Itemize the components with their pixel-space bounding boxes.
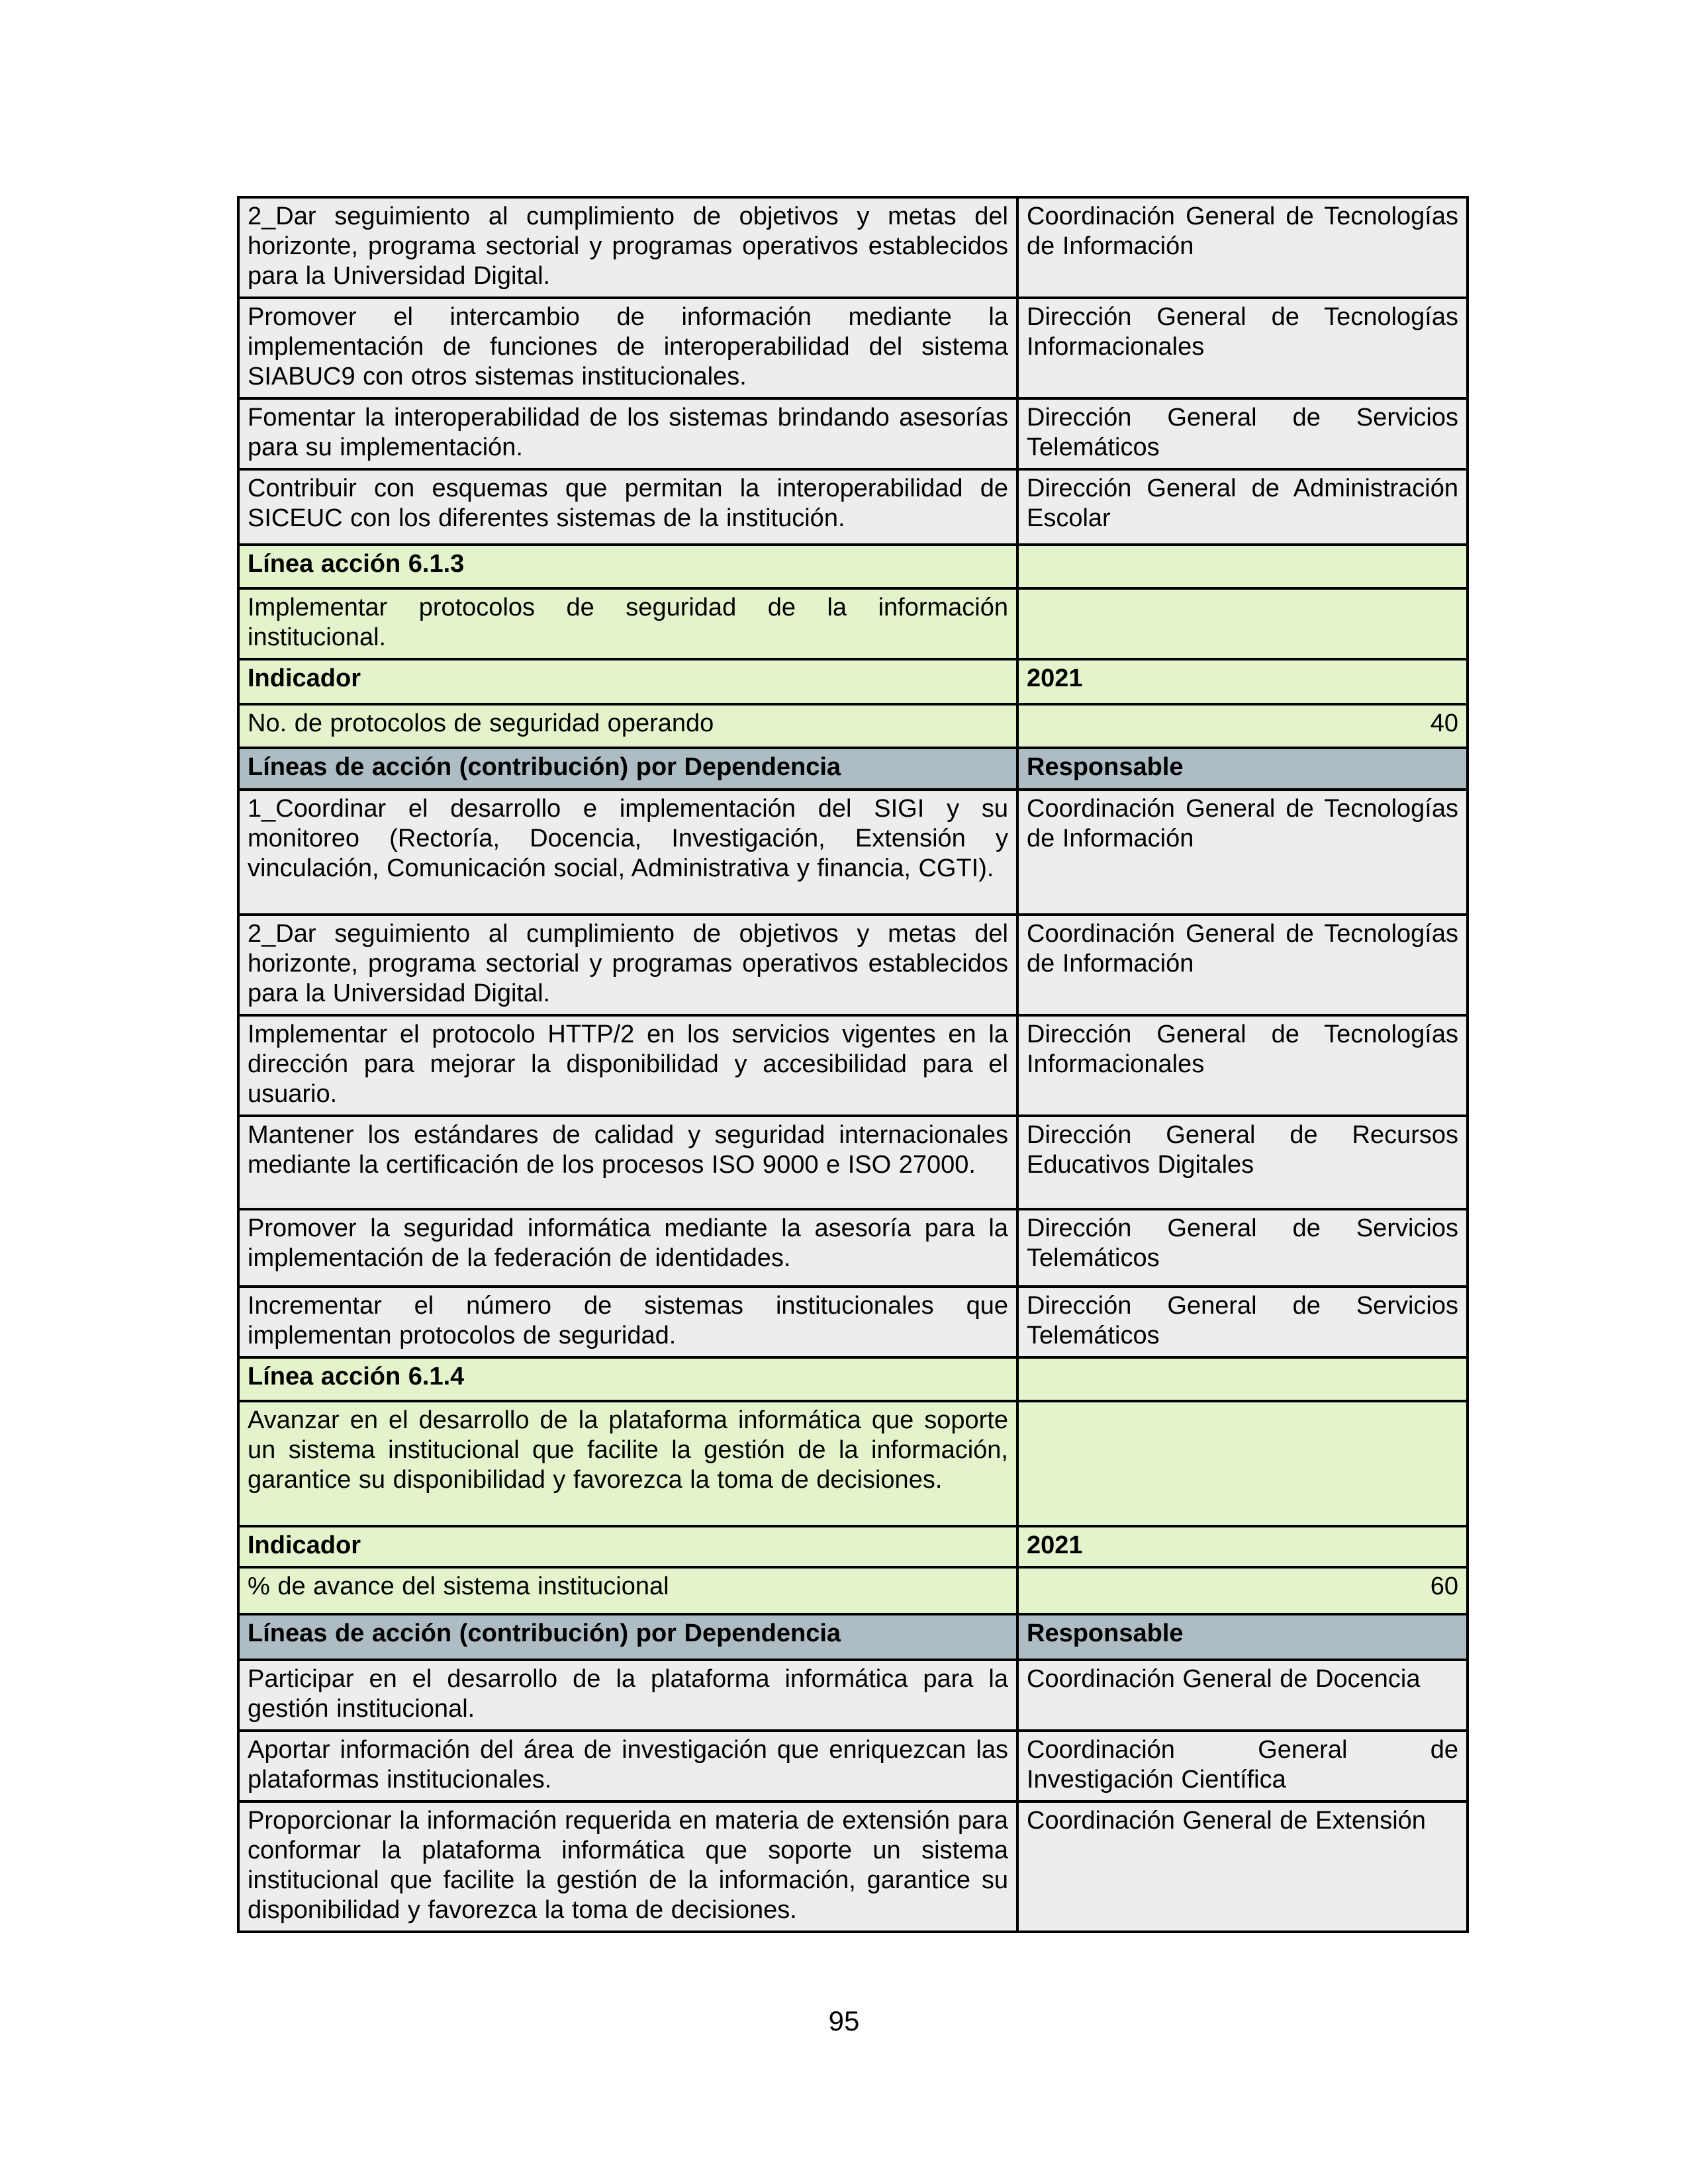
action-cell: Aportar información del área de investigación que enriquezcan las plataformas institucionales.	[238, 1731, 1017, 1801]
table-row	[238, 790, 1468, 915]
action-cell: 1_Coordinar el desarrollo e implementación del SIGI y su monitoreo (Rectoría, Docencia, Investigación, Extensión y vinculación, Comunicación social, Administrativa y financia, CGTI).	[238, 790, 1017, 915]
responsible-cell: Coordinación General de Extensión	[1017, 1801, 1468, 1932]
indicator-value-cell: 60	[1017, 1567, 1468, 1614]
responsible-cell: Dirección General de Recursos Educativos Digitales	[1017, 1116, 1468, 1209]
action-cell: Fomentar la interoperabilidad de los sistemas brindando asesorías para su implementación.	[238, 398, 1017, 469]
table-row	[238, 298, 1468, 398]
table-row	[238, 469, 1468, 545]
section-description-cell: Avanzar en el desarrollo de la plataforma informática que soporte un sistema institucional que facilite la gestión de la información, garantice su disponibilidad y favorezca la toma de decisiones.	[238, 1401, 1017, 1526]
action-cell: Implementar el protocolo HTTP/2 en los servicios vigentes en la dirección para mejorar la disponibilidad y accesibilidad para el usuario.	[238, 1015, 1017, 1116]
table-row	[238, 1401, 1468, 1526]
indicator-header-cell: Indicador	[238, 659, 1017, 704]
table-row	[238, 197, 1468, 298]
responsible-cell: Dirección General de Tecnologías Informacionales	[1017, 298, 1468, 398]
responsible-cell: Coordinación General de Tecnologías de Información	[1017, 197, 1468, 298]
responsible-cell: Dirección General de Administración Escolar	[1017, 469, 1468, 545]
empty-cell	[1017, 1357, 1468, 1401]
table-row	[238, 748, 1468, 790]
indicator-label-cell: % de avance del sistema institucional	[238, 1567, 1017, 1614]
table-row	[238, 588, 1468, 659]
responsible-cell: Dirección General de Tecnologías Informacionales	[1017, 1015, 1468, 1116]
empty-cell	[1017, 545, 1468, 588]
action-cell: 2_Dar seguimiento al cumplimiento de objetivos y metas del horizonte, programa sectorial y programas operativos establecidos para la Universidad Digital.	[238, 197, 1017, 298]
indicator-header-cell: Indicador	[238, 1526, 1017, 1567]
table-row	[238, 1660, 1468, 1731]
responsible-cell: Coordinación General de Docencia	[1017, 1660, 1468, 1731]
responsible-cell: Dirección General de Servicios Telemáticos	[1017, 398, 1468, 469]
action-lines-table	[237, 196, 1469, 1933]
responsible-cell: Dirección General de Servicios Telemáticos	[1017, 1209, 1468, 1287]
table-row	[238, 1614, 1468, 1660]
column-header-lines-cell: Líneas de acción (contribución) por Dependencia	[238, 1614, 1017, 1660]
empty-cell	[1017, 588, 1468, 659]
column-header-lines-cell: Líneas de acción (contribución) por Dependencia	[238, 748, 1017, 790]
responsible-cell: Coordinación General de Tecnologías de Información	[1017, 790, 1468, 915]
page-number: 95	[828, 2005, 860, 2036]
section-title-cell: Línea acción 6.1.3	[238, 545, 1017, 588]
section-description-cell: Implementar protocolos de seguridad de la información institucional.	[238, 588, 1017, 659]
action-cell: Promover la seguridad informática mediante la asesoría para la implementación de la federación de identidades.	[238, 1209, 1017, 1287]
indicator-label-cell: No. de protocolos de seguridad operando	[238, 704, 1017, 748]
column-header-responsible-cell: Responsable	[1017, 1614, 1468, 1660]
action-cell: 2_Dar seguimiento al cumplimiento de objetivos y metas del horizonte, programa sectorial y programas operativos establecidos para la Universidad Digital.	[238, 915, 1017, 1015]
table-row	[238, 1015, 1468, 1116]
indicator-year-cell: 2021	[1017, 1526, 1468, 1567]
table-row	[238, 704, 1468, 748]
table-row	[238, 1357, 1468, 1401]
table-row	[238, 659, 1468, 704]
action-cell: Contribuir con esquemas que permitan la interoperabilidad de SICEUC con los diferentes sistemas de la institución.	[238, 469, 1017, 545]
action-cell: Proporcionar la información requerida en materia de extensión para conformar la plataforma informática que soporte un sistema institucional que facilite la gestión de la información, garantice su disponibilidad y favorezca la toma de decisiones.	[238, 1801, 1017, 1932]
responsible-cell: Dirección General de Servicios Telemáticos	[1017, 1287, 1468, 1357]
responsible-cell: Coordinación General de Tecnologías de Información	[1017, 915, 1468, 1015]
table-row	[238, 398, 1468, 469]
table-row	[238, 1567, 1468, 1614]
responsible-cell: Coordinación General de Investigación Científica	[1017, 1731, 1468, 1801]
action-cell: Participar en el desarrollo de la plataforma informática para la gestión institucional.	[238, 1660, 1017, 1731]
table-row	[238, 1731, 1468, 1801]
indicator-year-cell: 2021	[1017, 659, 1468, 704]
column-header-responsible-cell: Responsable	[1017, 748, 1468, 790]
action-lines-table-body	[238, 197, 1468, 1932]
table-row	[238, 915, 1468, 1015]
table-row	[238, 1526, 1468, 1567]
section-title-cell: Línea acción 6.1.4	[238, 1357, 1017, 1401]
table-row	[238, 1287, 1468, 1357]
empty-cell	[1017, 1401, 1468, 1526]
action-cell: Promover el intercambio de información mediante la implementación de funciones de interoperabilidad del sistema SIABUC9 con otros sistemas institucionales.	[238, 298, 1017, 398]
table-row	[238, 1209, 1468, 1287]
table-row	[238, 545, 1468, 588]
indicator-value-cell: 40	[1017, 704, 1468, 748]
action-cell: Mantener los estándares de calidad y seguridad internacionales mediante la certificación de los procesos ISO 9000 e ISO 27000.	[238, 1116, 1017, 1209]
table-row	[238, 1801, 1468, 1932]
table-row	[238, 1116, 1468, 1209]
action-cell: Incrementar el número de sistemas institucionales que implementan protocolos de seguridad.	[238, 1287, 1017, 1357]
